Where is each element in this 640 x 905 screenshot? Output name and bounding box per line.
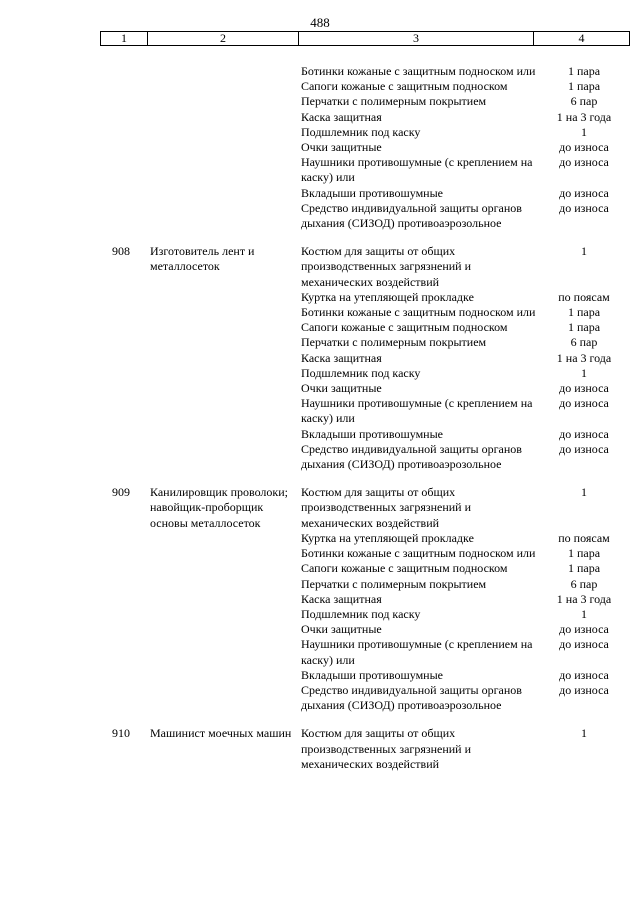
ppe-item-name: Костюм для защиты от общих производственных загрязнений и механических воздействий: [301, 485, 472, 530]
ppe-item-quantity: 1: [581, 244, 587, 259]
header-col-4: 4: [533, 32, 629, 45]
ppe-list: [301, 485, 630, 713]
ppe-item-quantity: 1 на 3 года: [556, 591, 612, 606]
ppe-item-name: Куртка на утепляющей прокладке: [301, 530, 474, 545]
header-col-3: 3: [298, 32, 533, 45]
ppe-item-quantity: до износа: [559, 200, 609, 215]
ppe-item-quantity: до износа: [559, 667, 609, 682]
table-row: [100, 64, 630, 231]
ppe-item-name: Средство индивидуальной защиты органов дыхания (СИЗОД) противоаэрозольное: [301, 682, 522, 713]
list-item: [301, 381, 630, 396]
ppe-item-name: Костюм для защиты от общих производственных загрязнений и механических воздействий: [301, 726, 472, 771]
list-item: [301, 683, 630, 713]
ppe-item-quantity: до износа: [559, 140, 609, 155]
list-item: [301, 244, 630, 290]
ppe-item-quantity: 1 пара: [567, 79, 601, 94]
ppe-item-quantity: 1 пара: [567, 64, 601, 78]
list-item: [301, 396, 630, 426]
profession-number: [100, 64, 145, 231]
ppe-item-quantity: 6 пар: [570, 576, 598, 591]
list-item: [301, 622, 630, 637]
list-item: [301, 637, 630, 667]
list-item: [301, 531, 630, 546]
ppe-item-quantity: до износа: [559, 637, 609, 652]
ppe-item-quantity: 1: [581, 365, 587, 380]
ppe-item-name: Каска защитная: [301, 109, 382, 124]
ppe-item-quantity: до износа: [559, 396, 609, 411]
ppe-list: [301, 244, 630, 472]
list-item: [301, 64, 630, 79]
list-item: [301, 577, 630, 592]
ppe-item-name: Перчатки с полимерным покрытием: [301, 576, 487, 591]
list-item: [301, 351, 630, 366]
list-item: [301, 366, 630, 381]
ppe-item-quantity: до износа: [559, 441, 609, 456]
list-item: [301, 726, 630, 772]
list-item: [301, 125, 630, 140]
list-item: [301, 442, 630, 472]
ppe-item-quantity: 6 пар: [570, 335, 598, 350]
ppe-item-name: Подшлемник под каску: [301, 606, 421, 621]
profession-number: 909: [112, 485, 130, 500]
list-item: [301, 110, 630, 125]
ppe-item-name: Каска защитная: [301, 591, 382, 606]
profession-number: 910: [112, 726, 130, 741]
ppe-item-quantity: до износа: [559, 682, 609, 697]
ppe-item-name: Перчатки с полимерным покрытием: [301, 94, 487, 109]
profession-name: Машинист моечных машин: [150, 726, 292, 741]
ppe-item-quantity: 1 на 3 года: [556, 350, 612, 365]
list-item: [301, 140, 630, 155]
ppe-item-quantity: до износа: [559, 185, 609, 200]
ppe-item-quantity: 1 пара: [567, 320, 601, 335]
list-item: [301, 155, 630, 185]
table-row: [100, 244, 630, 472]
table-body: [100, 64, 630, 785]
ppe-item-name: Вкладыши противошумные: [301, 426, 443, 441]
ppe-item-name: Каска защитная: [301, 350, 382, 365]
ppe-item-name: Подшлемник под каску: [301, 365, 421, 380]
list-item: [301, 607, 630, 622]
ppe-item-name: Наушники противошумные (с креплением на каску) или: [301, 396, 533, 426]
list-item: [301, 546, 630, 561]
ppe-item-quantity: 1: [581, 726, 587, 741]
profession-name: Канилировщик проволоки; навойщик-проборщик основы металлосеток: [150, 485, 289, 530]
header-col-1: 1: [121, 31, 127, 45]
list-item: [301, 201, 630, 231]
ppe-item-name: Подшлемник под каску: [301, 124, 421, 139]
list-item: [301, 335, 630, 350]
list-item: [301, 561, 630, 576]
ppe-item-name: Вкладыши противошумные: [301, 667, 443, 682]
table-row: [100, 726, 630, 772]
list-item: [301, 94, 630, 109]
ppe-item-quantity: 1 пара: [567, 546, 601, 561]
list-item: [301, 427, 630, 442]
table-row: [100, 485, 630, 713]
ppe-item-quantity: по поясам: [558, 530, 610, 545]
list-item: [301, 320, 630, 335]
ppe-item-quantity: 1 на 3 года: [556, 109, 612, 124]
ppe-item-quantity: 1 пара: [567, 305, 601, 320]
ppe-item-name: Ботинки кожаные с защитным подноском или: [301, 305, 536, 320]
ppe-item-quantity: до износа: [559, 155, 609, 170]
list-item: [301, 290, 630, 305]
table-header: [100, 31, 630, 46]
list-item: [301, 485, 630, 531]
ppe-item-quantity: до износа: [559, 426, 609, 441]
ppe-item-quantity: до износа: [559, 381, 609, 396]
ppe-list: [301, 726, 630, 772]
ppe-item-name: Перчатки с полимерным покрытием: [301, 335, 487, 350]
ppe-item-name: Сапоги кожаные с защитным подноском: [301, 561, 508, 576]
page-number: 488: [310, 15, 330, 30]
ppe-item-name: Ботинки кожаные с защитным подноском или: [301, 546, 536, 561]
ppe-item-name: Костюм для защиты от общих производственных загрязнений и механических воздействий: [301, 244, 472, 289]
ppe-item-name: Наушники противошумные (с креплением на каску) или: [301, 155, 533, 185]
ppe-item-name: Очки защитные: [301, 381, 382, 396]
ppe-item-name: Наушники противошумные (с креплением на каску) или: [301, 637, 533, 667]
ppe-item-name: Ботинки кожаные с защитным подноском или: [301, 64, 536, 78]
ppe-item-name: Очки защитные: [301, 622, 382, 637]
profession-name: Изготовитель лент и металлосеток: [150, 244, 255, 274]
ppe-item-quantity: по поясам: [558, 289, 610, 304]
ppe-item-quantity: 6 пар: [570, 94, 598, 109]
ppe-item-name: Куртка на утепляющей прокладке: [301, 289, 474, 304]
ppe-item-quantity: до износа: [559, 622, 609, 637]
list-item: [301, 592, 630, 607]
profession-number: 908: [112, 244, 130, 259]
profession-name: [145, 64, 301, 231]
ppe-item-name: Сапоги кожаные с защитным подноском: [301, 79, 508, 94]
list-item: [301, 79, 630, 94]
ppe-item-name: Очки защитные: [301, 140, 382, 155]
ppe-item-quantity: 1: [581, 606, 587, 621]
list-item: [301, 668, 630, 683]
ppe-item-quantity: 1 пара: [567, 561, 601, 576]
ppe-item-name: Средство индивидуальной защиты органов дыхания (СИЗОД) противоаэрозольное: [301, 200, 522, 231]
ppe-item-name: Средство индивидуальной защиты органов дыхания (СИЗОД) противоаэрозольное: [301, 441, 522, 472]
list-item: [301, 305, 630, 320]
list-item: [301, 186, 630, 201]
ppe-list: [301, 64, 630, 231]
ppe-item-quantity: 1: [581, 485, 587, 500]
header-col-2: 2: [147, 32, 298, 45]
ppe-item-name: Сапоги кожаные с защитным подноском: [301, 320, 508, 335]
ppe-item-quantity: 1: [581, 124, 587, 139]
ppe-item-name: Вкладыши противошумные: [301, 185, 443, 200]
